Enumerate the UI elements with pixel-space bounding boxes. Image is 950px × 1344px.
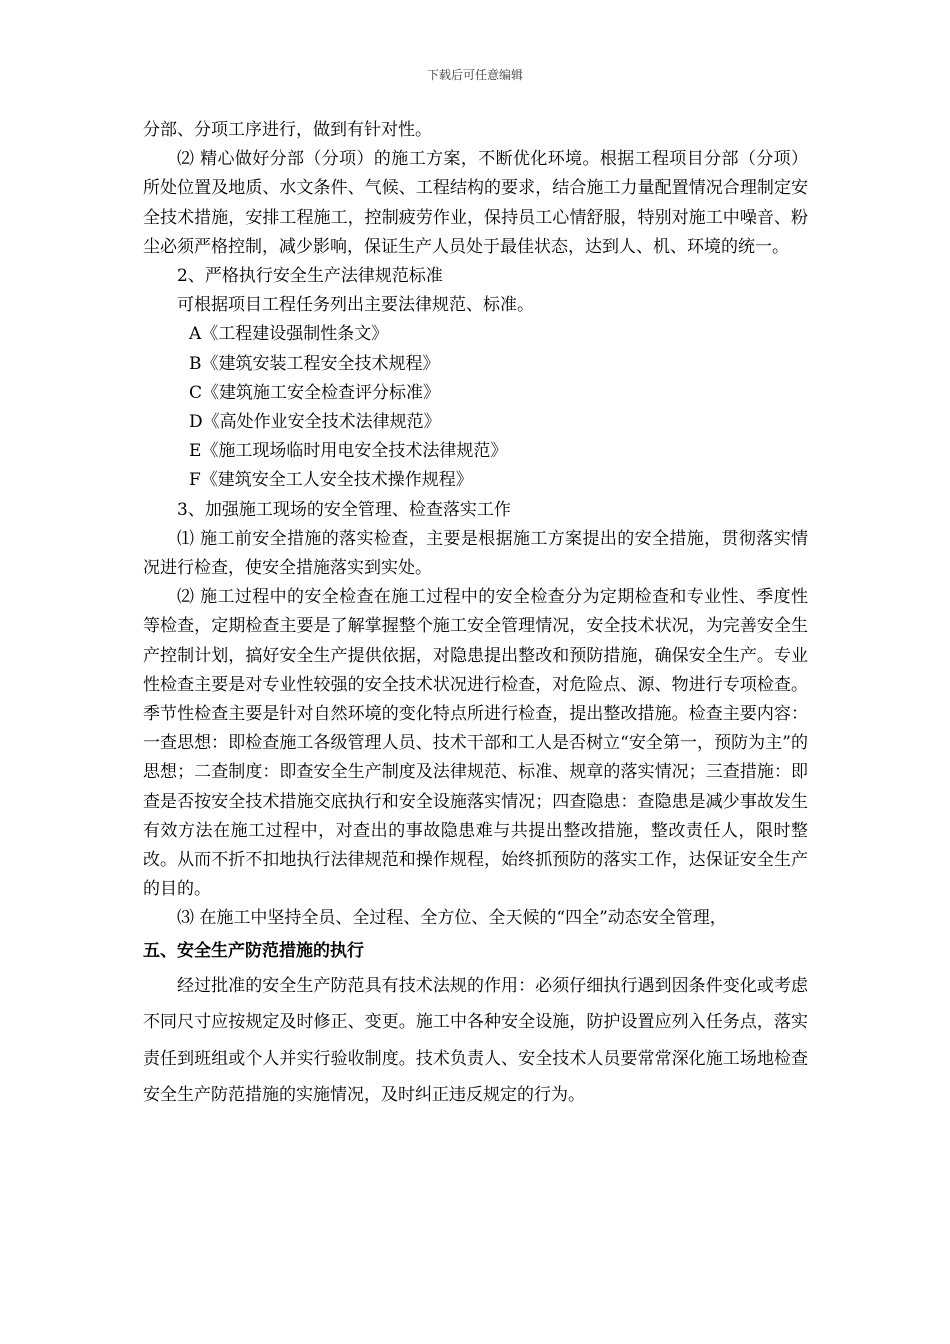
paragraph-four-all: ⑶ 在施工中坚持全员、全过程、全方位、全天候的“四全”动态安全管理，: [177, 908, 727, 929]
subheading-laws: 2、严格执行安全生产法律规范标准: [177, 266, 443, 287]
list-item: C《建筑施工安全检查评分标准》: [189, 382, 441, 403]
paragraph-pre-construction-check: ⑴ 施工前安全措施的落实检查，主要是根据施工方案提出的安全措施，贯彻落实情况进行检查，使安全措施落实到实处。: [143, 528, 808, 579]
paragraph-construction-process-check: ⑵ 施工过程中的安全检查在施工过程中的安全检查分为定期检查和专业性、季度性等检查，定期检查主要是了解掌握整个施工安全管理情况，安全技术状况，为完善安全生产控制计划，搞好安全生产提供依据，对隐患提出整改和预防措施，确保安全生产。专业性检查主要是对专业性较强的安全技术状况进行检查，对危险点、源、物进行专项检查。季节性检查主要是针对自然环境的变化特点所进行检查，提出整改措施。检查主要内容：一查思想：即检查施工各级管理人员、技术干部和工人是否树立“安全第一，预防为主”的思想；二查制度：即查安全生产制度及法律规范、标准、规章的落实情况；三查措施：即查是否按安全技术措施交底执行和安全设施落实情况；四查隐患：查隐患是减少事故发生有效方法在施工过程中，对查出的事故隐患难与共提出整改措施，整改责任人，限时整改。从而不折不扣地执行法律规范和操作规程，始终抓预防的落实工作，达保证安全生产的目的。: [143, 587, 808, 900]
document-body: [143, 116, 808, 1114]
section-paragraph: 经过批准的安全生产防范具有技术法规的作用：必须仔细执行遇到因条件变化或考虑不同尺寸应按规定及时修正、变更。施工中各种安全设施，防护设置应列入任务点，落实责任到班组或个人并实行验收制度。技术负责人、安全技术人员要常常深化施工场地检查安全生产防范措施的实施情况，及时纠正违反规定的行为。: [143, 975, 808, 1106]
list-item: E《施工现场临时用电安全技术法律规范》: [189, 441, 508, 462]
paragraph-laws-intro: 可根据项目工程任务列出主要法律规范、标准。: [177, 295, 534, 316]
paragraph-construction-plan: ⑵ 精心做好分部（分项）的施工方案，不断优化环境。根据工程项目分部（分项）所处位置及地质、水文条件、气候、工程结构的要求，结合施工力量配置情况合理制定安全技术措施，安排工程施工，控制疲劳作业，保持员工心情舒服，特别对施工中噪音、粉尘必须严格控制，减少影响，保证生产人员处于最佳状态，达到人、机、环境的统一。: [143, 149, 808, 257]
paragraph-continuation: 分部、分项工序进行，做到有针对性。: [143, 120, 432, 140]
section-heading: 五、安全生产防范措施的执行: [143, 940, 364, 961]
subheading-site-management: 3、加强施工现场的安全管理、检查落实工作: [177, 499, 511, 520]
list-item: F《建筑安全工人安全技术操作规程》: [189, 470, 473, 491]
list-item: B《建筑安装工程安全技术规程》: [189, 353, 440, 374]
list-item: A《工程建设强制性条文》: [189, 324, 389, 345]
list-item: D《高处作业安全技术法律规范》: [189, 412, 441, 433]
page-header: 下载后可任意编辑: [426, 68, 523, 82]
